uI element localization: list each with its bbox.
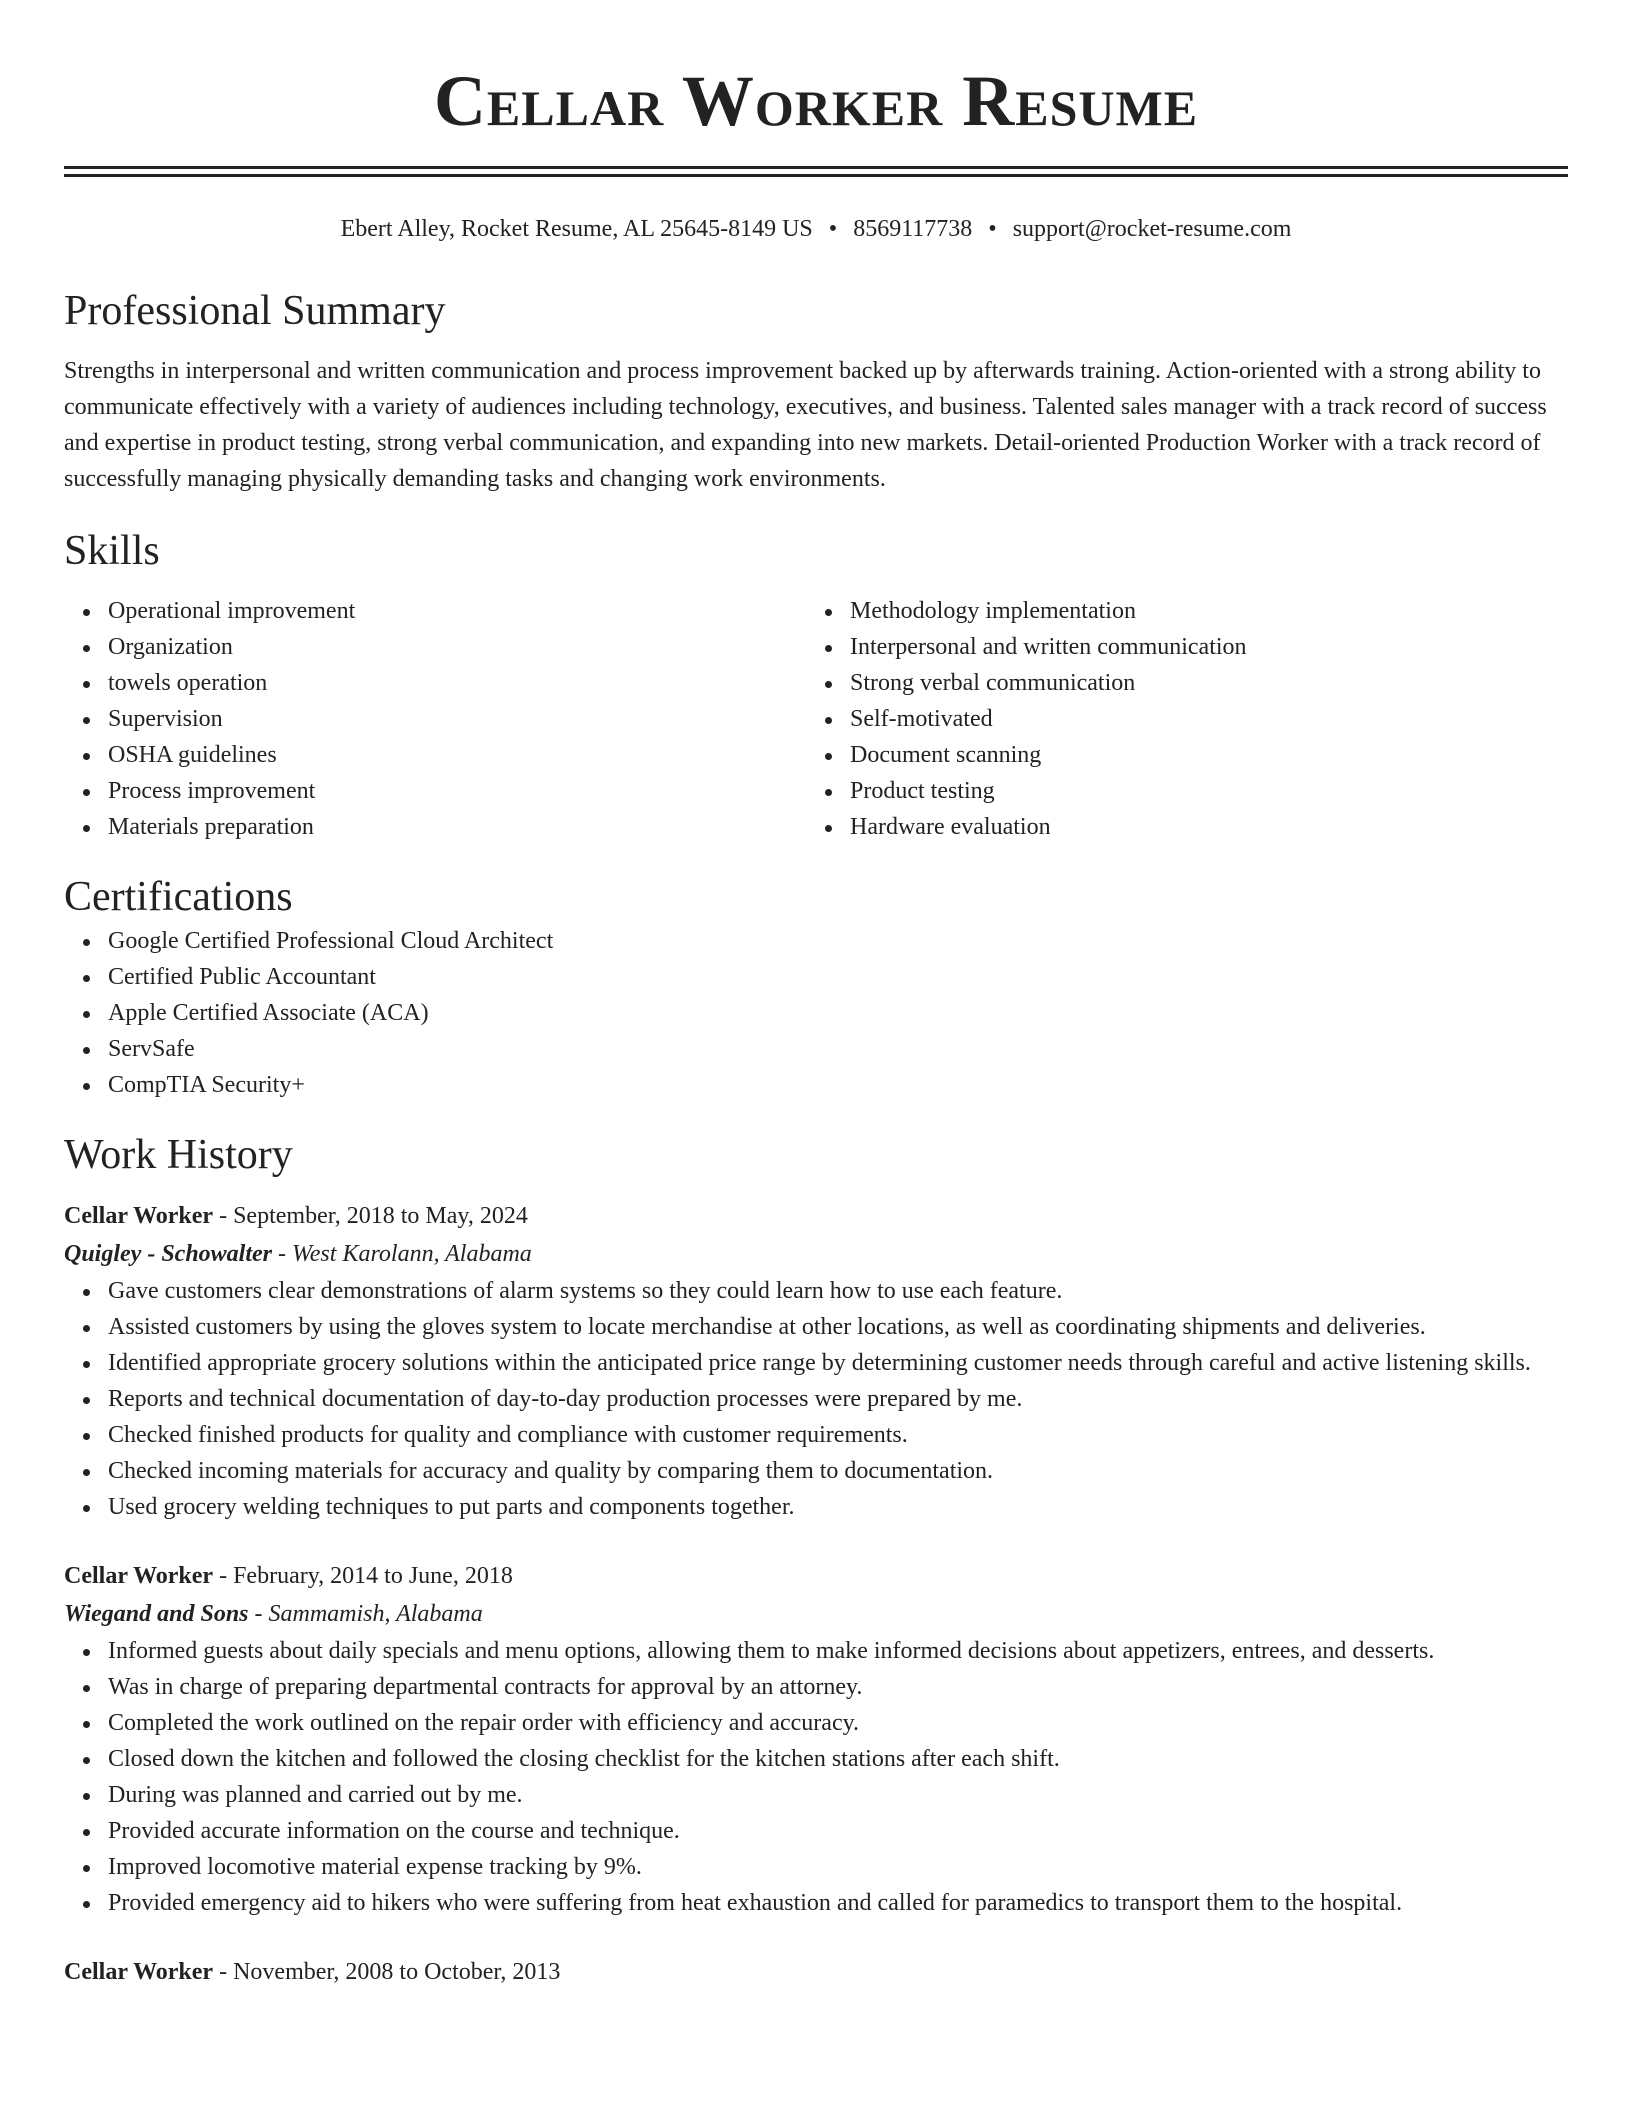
contact-email: support@rocket-resume.com xyxy=(1012,216,1292,242)
job-company-line xyxy=(64,1595,1568,1633)
job-dates: - February, 2014 to June, 2018 xyxy=(213,1563,513,1589)
job-duty: Completed the work outlined on the repair order with efficiency and accuracy. xyxy=(108,1705,1568,1741)
work-history-heading: Work History xyxy=(64,1132,293,1178)
skill-item: Process improvement xyxy=(108,773,806,809)
job-duty: Gave customers clear demonstrations of alarm systems so they could learn how to use each feature. xyxy=(108,1273,1568,1309)
job-duty: Checked finished products for quality and compliance with customer requirements. xyxy=(108,1417,1568,1453)
skill-item: Materials preparation xyxy=(108,809,806,845)
certification-item: Apple Certified Associate (ACA) xyxy=(108,995,1568,1031)
certification-item: CompTIA Security+ xyxy=(108,1067,1568,1103)
certifications-heading: Certifications xyxy=(64,874,293,920)
skill-item: Hardware evaluation xyxy=(850,809,1548,845)
job-duty: Identified appropriate grocery solutions within the anticipated price range by determining customer needs through careful and active listening skills. xyxy=(108,1345,1568,1381)
job-dates: - September, 2018 to May, 2024 xyxy=(213,1203,528,1229)
job-duty: During was planned and carried out by me. xyxy=(108,1777,1568,1813)
resume-title: Cellar Worker Resume xyxy=(433,61,1199,141)
job-company-line xyxy=(64,1235,1568,1273)
skill-item: Document scanning xyxy=(850,737,1548,773)
skills-heading: Skills xyxy=(64,528,160,574)
job-duty: Provided emergency aid to hikers who were suffering from heat exhaustion and called for paramedics to transport them to the hospital. xyxy=(108,1885,1568,1921)
summary-text: Strengths in interpersonal and written communication and process improvement backed up by afterwards training. Action-oriented with a strong ability to communicate effectively with a variety of audiences including technology, executives, and business. Talented sales manager with a track record of success and expertise in product testing, strong verbal communication, and expanding into new markets. Detail-oriented Production Worker with a track record of successfully managing physically demanding tasks and changing work environments. xyxy=(64,358,1547,492)
title-rule-bottom xyxy=(64,174,1568,177)
job-title: Cellar Worker xyxy=(64,1959,214,1985)
skill-item: Organization xyxy=(108,629,806,665)
job-duties-list xyxy=(64,1633,1568,1921)
job-duty: Closed down the kitchen and followed the closing checklist for the kitchen stations after each shift. xyxy=(108,1741,1568,1777)
job-duty: Provided accurate information on the course and technique. xyxy=(108,1813,1568,1849)
job-duty: Reports and technical documentation of day-to-day production processes were prepared by me. xyxy=(108,1381,1568,1417)
contact-line xyxy=(64,213,1568,245)
job-title-line xyxy=(64,1197,1568,1235)
skills-grid xyxy=(64,593,1568,845)
job-duty: Assisted customers by using the gloves system to locate merchandise at other locations, as well as coordinating shipments and deliveries. xyxy=(108,1309,1568,1345)
job-dates: - November, 2008 to October, 2013 xyxy=(213,1959,561,1985)
job-title: Cellar Worker xyxy=(64,1563,214,1589)
job-company: Quigley - Schowalter xyxy=(64,1241,272,1267)
job-location: - Sammamish, Alabama xyxy=(248,1601,483,1627)
skill-item: Operational improvement xyxy=(108,593,806,629)
job-title-line xyxy=(64,1953,1568,1991)
skills-list-right xyxy=(806,593,1548,845)
contact-separator: • xyxy=(988,216,997,242)
skill-item: towels operation xyxy=(108,665,806,701)
skills-column-left xyxy=(64,593,806,845)
job-duty: Improved locomotive material expense tracking by 9%. xyxy=(108,1849,1568,1885)
certification-item: Certified Public Accountant xyxy=(108,959,1568,995)
job-entry xyxy=(64,1557,1568,1921)
skill-item: Strong verbal communication xyxy=(850,665,1548,701)
summary-heading: Professional Summary xyxy=(64,288,446,334)
certifications-list xyxy=(64,923,1568,1103)
certification-item: Google Certified Professional Cloud Architect xyxy=(108,923,1568,959)
certification-item: ServSafe xyxy=(108,1031,1568,1067)
skill-item: Supervision xyxy=(108,701,806,737)
skill-item: Product testing xyxy=(850,773,1548,809)
job-title: Cellar Worker xyxy=(64,1203,214,1229)
job-duty: Used grocery welding techniques to put parts and components together. xyxy=(108,1489,1568,1525)
skill-item: Interpersonal and written communication xyxy=(850,629,1548,665)
contact-phone: 8569117738 xyxy=(853,216,973,242)
job-entry xyxy=(64,1197,1568,1525)
job-duty: Informed guests about daily specials and menu options, allowing them to make informed decisions about appetizers, entrees, and desserts. xyxy=(108,1633,1568,1669)
skill-item: Self-motivated xyxy=(850,701,1548,737)
skill-item: OSHA guidelines xyxy=(108,737,806,773)
job-title-line xyxy=(64,1557,1568,1595)
job-duty: Was in charge of preparing departmental contracts for approval by an attorney. xyxy=(108,1669,1568,1705)
contact-separator: • xyxy=(828,216,838,242)
job-duty: Checked incoming materials for accuracy and quality by comparing them to documentation. xyxy=(108,1453,1568,1489)
title-rule-top xyxy=(64,166,1568,169)
job-duties-list xyxy=(64,1273,1568,1525)
job-location: - West Karolann, Alabama xyxy=(272,1241,532,1267)
skills-column-right xyxy=(806,593,1548,845)
job-company: Wiegand and Sons xyxy=(64,1601,249,1627)
skill-item: Methodology implementation xyxy=(850,593,1548,629)
contact-address: Ebert Alley, Rocket Resume, AL 25645-8149 US xyxy=(340,216,813,242)
skills-list-left xyxy=(64,593,806,845)
job-entry xyxy=(64,1953,1568,1991)
